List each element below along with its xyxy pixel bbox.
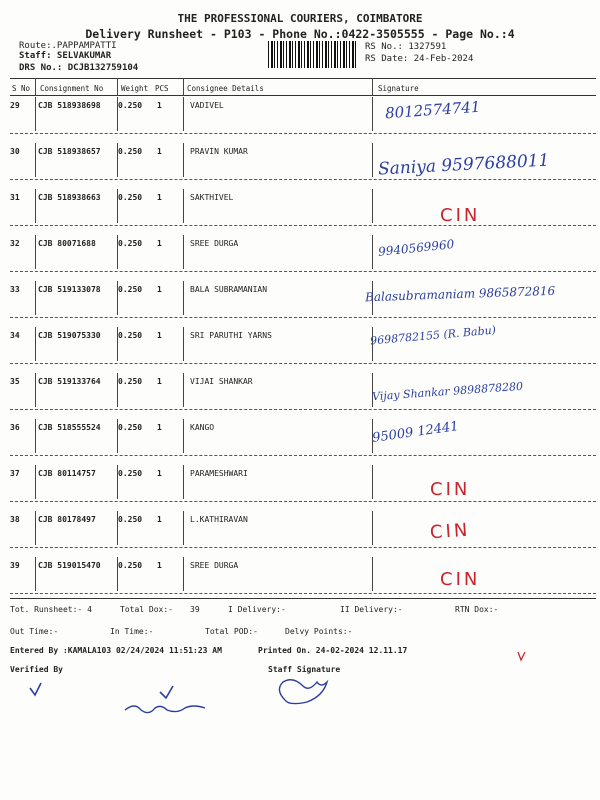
cell-pcs: 1 bbox=[157, 423, 162, 432]
col-divider bbox=[183, 281, 184, 315]
header-bottom-rule bbox=[10, 95, 596, 96]
drs-number: DRS No.: DCJB132759104 bbox=[19, 63, 139, 73]
cell-consignee: VIJAI SHANKAR bbox=[190, 377, 253, 386]
cell-pcs: 1 bbox=[157, 561, 162, 570]
sheet-title: Delivery Runsheet - P103 - Phone No.:0422-3505555 - Page No.:4 bbox=[85, 27, 515, 41]
row-separator bbox=[10, 317, 596, 318]
cell-sno: 36 bbox=[10, 423, 20, 432]
row-separator bbox=[10, 501, 596, 502]
cell-consignment-no: CJB 519133078 bbox=[38, 285, 101, 294]
table-bottom-rule bbox=[10, 598, 596, 599]
cell-weight: 0.250 bbox=[118, 377, 143, 386]
verified-by: Verified By bbox=[10, 665, 63, 674]
row-separator bbox=[10, 455, 596, 456]
cell-consignment-no: CJB 519015470 bbox=[38, 561, 101, 570]
i-delivery: I Delivery:- bbox=[228, 605, 286, 614]
cell-consignee: KANGO bbox=[190, 423, 215, 432]
tot-runsheet: Tot. Runsheet:- 4 bbox=[10, 605, 92, 614]
cell-weight: 0.250 bbox=[118, 239, 143, 248]
cell-weight: 0.250 bbox=[118, 147, 143, 156]
cell-weight: 0.250 bbox=[118, 193, 143, 202]
cin-mark: CIN bbox=[430, 479, 471, 500]
cell-consignee: PARAMESHWARI bbox=[190, 469, 248, 478]
col-divider bbox=[183, 419, 184, 453]
ii-delivery: II Delivery:- bbox=[340, 605, 403, 614]
cell-consignment-no: CJB 518938698 bbox=[38, 101, 101, 110]
table-row bbox=[0, 465, 600, 511]
cell-pcs: 1 bbox=[157, 515, 162, 524]
col-divider bbox=[183, 97, 184, 131]
col-divider bbox=[183, 78, 184, 96]
col-divider bbox=[183, 189, 184, 223]
col-header-signature: Signature bbox=[378, 84, 419, 93]
col-divider bbox=[117, 557, 118, 591]
cell-weight: 0.250 bbox=[118, 285, 143, 294]
row-separator bbox=[10, 593, 596, 594]
cell-consignment-no: CJB 518938657 bbox=[38, 147, 101, 156]
row-separator bbox=[10, 179, 596, 180]
row-separator bbox=[10, 547, 596, 548]
handwritten-signature: Balasubramaniam 9865872816 bbox=[364, 283, 556, 305]
in-time: In Time:- bbox=[110, 627, 154, 636]
cell-sno: 35 bbox=[10, 377, 20, 386]
col-header-sno: S No bbox=[12, 84, 31, 93]
cell-pcs: 1 bbox=[157, 147, 162, 156]
table-row bbox=[0, 323, 600, 373]
col-header-weight: Weight bbox=[121, 84, 149, 93]
col-divider bbox=[372, 235, 373, 269]
cell-consignee: SAKTHIVEL bbox=[190, 193, 234, 202]
cell-consignment-no: CJB 519075330 bbox=[38, 331, 101, 340]
col-divider bbox=[183, 373, 184, 407]
col-divider bbox=[117, 189, 118, 223]
cell-sno: 31 bbox=[10, 193, 20, 202]
rs-number: RS No.: 1327591 bbox=[365, 42, 447, 52]
col-divider bbox=[183, 465, 184, 499]
col-divider bbox=[183, 143, 184, 177]
col-divider bbox=[372, 557, 373, 591]
cell-weight: 0.250 bbox=[118, 515, 143, 524]
col-divider bbox=[372, 465, 373, 499]
cell-consignee: BALA SUBRAMANIAN bbox=[190, 285, 268, 294]
col-divider bbox=[35, 78, 36, 96]
col-divider bbox=[117, 78, 118, 96]
table-row bbox=[0, 511, 600, 557]
cell-consignment-no: CJB 519133764 bbox=[38, 377, 101, 386]
row-separator bbox=[10, 133, 596, 134]
row-separator bbox=[10, 225, 596, 226]
cell-consignment-no: CJB 518938663 bbox=[38, 193, 101, 202]
table-row bbox=[0, 143, 600, 189]
cell-consignee: SRI PARUTHI YARNS bbox=[190, 331, 272, 340]
col-divider bbox=[35, 465, 36, 499]
col-divider bbox=[117, 327, 118, 361]
cell-pcs: 1 bbox=[157, 239, 162, 248]
handwritten-signature: 8012574741 bbox=[384, 97, 481, 123]
total-dox-value: 39 bbox=[190, 605, 200, 614]
handwritten-signature: Saniya 9597688011 bbox=[377, 150, 550, 180]
tick-mark-icon bbox=[30, 683, 41, 695]
cell-sno: 38 bbox=[10, 515, 20, 524]
cell-pcs: 1 bbox=[157, 101, 162, 110]
cell-consignee: PRAVIN KUMAR bbox=[190, 147, 248, 156]
staff-signature-label: Staff Signature bbox=[268, 665, 341, 674]
cell-consignee: VADIVEL bbox=[190, 101, 224, 110]
col-divider bbox=[117, 143, 118, 177]
col-divider bbox=[35, 511, 36, 545]
col-divider bbox=[117, 419, 118, 453]
table-row bbox=[0, 189, 600, 235]
col-divider bbox=[372, 189, 373, 223]
verifier-signature bbox=[125, 706, 205, 713]
col-divider bbox=[183, 235, 184, 269]
col-divider bbox=[35, 235, 36, 269]
col-divider bbox=[117, 465, 118, 499]
cell-weight: 0.250 bbox=[118, 469, 143, 478]
out-time: Out Time:- bbox=[10, 627, 59, 636]
col-divider bbox=[183, 327, 184, 361]
printed-on: Printed On. 24-02-2024 12.11.17 bbox=[258, 646, 408, 655]
cin-mark: CIN bbox=[440, 205, 481, 226]
table-row bbox=[0, 419, 600, 465]
cell-consignment-no: CJB 80071688 bbox=[38, 239, 96, 248]
handwritten-signature: 9940569960 bbox=[377, 237, 455, 259]
cin-mark: CIN bbox=[440, 569, 481, 590]
table-row bbox=[0, 557, 600, 603]
handwritten-signature: 95009 12441 bbox=[371, 419, 460, 446]
col-divider bbox=[35, 97, 36, 131]
col-divider bbox=[117, 235, 118, 269]
col-header-pcs: PCS bbox=[155, 84, 169, 93]
col-divider bbox=[35, 557, 36, 591]
total-dox-label: Total Dox:- bbox=[120, 605, 173, 614]
cell-consignee: SREE DURGA bbox=[190, 561, 239, 570]
table-row bbox=[0, 235, 600, 281]
rtn-dox: RTN Dox:- bbox=[455, 605, 499, 614]
cin-mark: CIN bbox=[429, 519, 472, 544]
col-divider bbox=[35, 373, 36, 407]
cell-pcs: 1 bbox=[157, 193, 162, 202]
col-divider bbox=[35, 281, 36, 315]
cell-sno: 34 bbox=[10, 331, 20, 340]
row-separator bbox=[10, 271, 596, 272]
cell-pcs: 1 bbox=[157, 377, 162, 386]
cell-weight: 0.250 bbox=[118, 331, 143, 340]
tick-mark-icon bbox=[160, 686, 173, 698]
cell-pcs: 1 bbox=[157, 285, 162, 294]
cell-sno: 37 bbox=[10, 469, 20, 478]
cell-sno: 32 bbox=[10, 239, 20, 248]
cell-consignee: L.KATHIRAVAN bbox=[190, 515, 248, 524]
col-divider bbox=[117, 281, 118, 315]
cell-sno: 39 bbox=[10, 561, 20, 570]
col-divider bbox=[117, 97, 118, 131]
handwritten-signature: 9698782155 (R. Babu) bbox=[369, 323, 497, 348]
handwritten-signature: Vijay Shankar 9898878280 bbox=[371, 379, 524, 404]
cell-weight: 0.250 bbox=[118, 101, 143, 110]
route-label: Route:.PAPPAMPATTI bbox=[19, 41, 117, 51]
cell-sno: 33 bbox=[10, 285, 20, 294]
col-divider bbox=[35, 327, 36, 361]
staff-signature bbox=[279, 680, 327, 704]
barcode bbox=[268, 41, 356, 68]
col-divider bbox=[35, 419, 36, 453]
delvy-points: Delvy Points:- bbox=[285, 627, 353, 636]
col-header-consignee: Consignee Details bbox=[187, 84, 264, 93]
red-mark bbox=[518, 652, 525, 660]
col-divider bbox=[117, 373, 118, 407]
staff-label: Staff: SELVAKUMAR bbox=[19, 51, 112, 61]
cell-weight: 0.250 bbox=[118, 423, 143, 432]
cell-consignment-no: CJB 80114757 bbox=[38, 469, 96, 478]
table-row bbox=[0, 373, 600, 419]
footer-pen-marks bbox=[0, 640, 600, 730]
col-divider bbox=[183, 557, 184, 591]
table-row bbox=[0, 97, 600, 143]
row-separator bbox=[10, 363, 596, 364]
table-row bbox=[0, 281, 600, 327]
row-separator bbox=[10, 409, 596, 410]
cell-weight: 0.250 bbox=[118, 561, 143, 570]
col-divider bbox=[372, 511, 373, 545]
cell-consignment-no: CJB 80178497 bbox=[38, 515, 96, 524]
col-divider bbox=[35, 189, 36, 223]
cell-consignment-no: CJB 518555524 bbox=[38, 423, 101, 432]
cell-sno: 30 bbox=[10, 147, 20, 156]
cell-pcs: 1 bbox=[157, 469, 162, 478]
company-title: THE PROFESSIONAL COURIERS, COIMBATORE bbox=[177, 12, 423, 25]
cell-sno: 29 bbox=[10, 101, 20, 110]
cell-pcs: 1 bbox=[157, 331, 162, 340]
rs-date: RS Date: 24-Feb-2024 bbox=[365, 54, 474, 64]
col-divider bbox=[372, 143, 373, 177]
cell-consignee: SREE DURGA bbox=[190, 239, 239, 248]
col-divider bbox=[183, 511, 184, 545]
col-divider bbox=[35, 143, 36, 177]
total-pod: Total POD:- bbox=[205, 627, 258, 636]
col-header-consignment: Consignment No bbox=[40, 84, 104, 93]
col-divider bbox=[372, 78, 373, 96]
col-divider bbox=[117, 511, 118, 545]
entered-by: Entered By :KAMALA103 02/24/2024 11:51:23 AM bbox=[10, 646, 222, 655]
col-divider bbox=[372, 97, 373, 131]
table-top-rule bbox=[10, 78, 596, 79]
